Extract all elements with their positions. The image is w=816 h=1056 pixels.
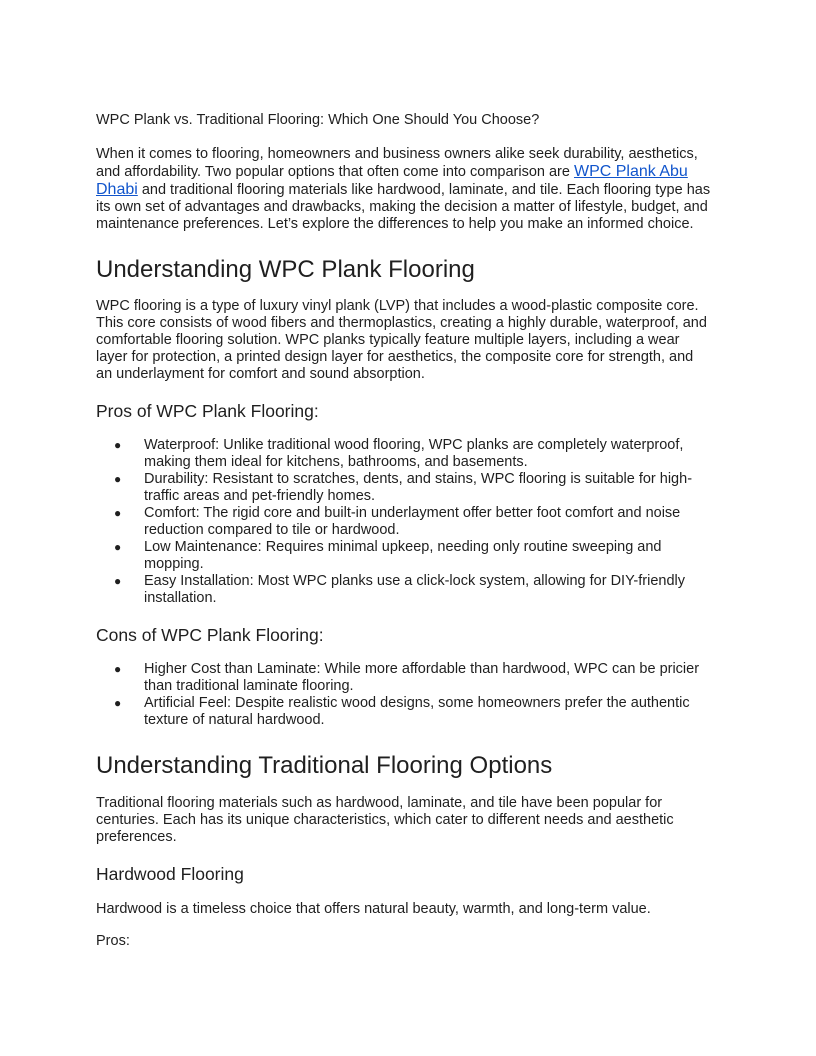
paragraph-line: an underlayment for comfort and sound absorption. — [96, 366, 425, 382]
list-item-line: than traditional laminate flooring. — [144, 678, 354, 694]
traditional-description-paragraph — [96, 795, 720, 846]
bullet-icon: ● — [114, 540, 122, 554]
intro-paragraph — [96, 146, 720, 233]
list-item — [96, 471, 692, 505]
bullet-icon: ● — [114, 472, 122, 486]
list-item — [96, 573, 692, 607]
paragraph-line: This core consists of wood fibers and thermoplastics, creating a highly durable, waterproof, and — [96, 315, 707, 331]
list-item-line: Artificial Feel: Despite realistic wood designs, some homeowners prefer the authentic — [144, 695, 690, 711]
paragraph-line: Traditional flooring materials such as hardwood, laminate, and tile have been popular for — [96, 795, 663, 811]
list-item-line: Low Maintenance: Requires minimal upkeep, needing only routine sweeping and — [144, 539, 662, 555]
bullet-icon: ● — [114, 662, 122, 676]
pros-label — [96, 933, 720, 950]
paragraph-line: centuries. Each has its unique characteristics, which cater to different needs and aesthetic — [96, 812, 674, 828]
list-item — [96, 539, 692, 573]
paragraph-line: Pros: — [96, 933, 130, 949]
hardwood-paragraph — [96, 901, 720, 918]
list-item-line: Waterproof: Unlike traditional wood flooring, WPC planks are completely waterproof, — [144, 437, 684, 453]
list-item-line: texture of natural hardwood. — [144, 712, 325, 728]
list-item-line: mopping. — [144, 556, 204, 572]
list-item-line: making them ideal for kitchens, bathrooms, and basements. — [144, 454, 528, 470]
bullet-icon: ● — [114, 696, 122, 710]
cons-heading-wpc: Cons of WPC Plank Flooring: — [96, 625, 324, 645]
list-item-line: Higher Cost than Laminate: While more affordable than hardwood, WPC can be pricier — [144, 661, 700, 677]
paragraph-line: WPC flooring is a type of luxury vinyl plank (LVP) that includes a wood-plastic composite core. — [96, 298, 699, 314]
section-heading-traditional: Understanding Traditional Flooring Options — [96, 752, 553, 779]
intro-line: its own set of advantages and drawbacks, making the decision a matter of lifestyle, budget, and — [96, 199, 708, 215]
intro-line: maintenance preferences. Let’s explore the differences to help you make an informed choice. — [96, 216, 694, 232]
intro-line: When it comes to flooring, homeowners and business owners alike seek durability, aesthetics, — [96, 146, 698, 162]
list-item — [96, 437, 692, 471]
intro-text: and affordability. Two popular options that often come into comparison are — [96, 164, 574, 180]
paragraph-line: layer for protection, a printed design layer for aesthetics, the composite core for strength, and — [96, 349, 694, 365]
bullet-icon: ● — [114, 506, 122, 520]
pros-heading-wpc: Pros of WPC Plank Flooring: — [96, 401, 319, 421]
cons-list-wpc — [96, 661, 699, 729]
document-title: WPC Plank vs. Traditional Flooring: Which One Should You Choose? — [96, 112, 540, 128]
intro-line — [96, 163, 720, 181]
list-item — [96, 661, 699, 695]
list-item-line: traffic areas and pet-friendly homes. — [144, 488, 376, 504]
pros-list-wpc — [96, 437, 692, 607]
paragraph-line: Hardwood is a timeless choice that offers natural beauty, warmth, and long-term value. — [96, 901, 651, 917]
intro-text: and traditional flooring materials like hardwood, laminate, and tile. Each flooring type has — [137, 182, 711, 198]
wpc-plank-abu-dhabi-link[interactable]: WPC Plank Abu — [573, 163, 688, 180]
list-item-line: reduction compared to tile or hardwood. — [144, 522, 400, 538]
intro-line — [96, 181, 720, 199]
wpc-plank-abu-dhabi-link-continued[interactable]: Dhabi — [96, 181, 138, 198]
hardwood-heading: Hardwood Flooring — [96, 864, 244, 884]
list-item — [96, 505, 692, 539]
list-item-line: Easy Installation: Most WPC planks use a click-lock system, allowing for DIY-friendly — [144, 573, 685, 589]
list-item-line: Durability: Resistant to scratches, dents, and stains, WPC flooring is suitable for high- — [144, 471, 693, 487]
bullet-icon: ● — [114, 438, 122, 452]
bullet-icon: ● — [114, 574, 122, 588]
wpc-description-paragraph — [96, 298, 720, 383]
paragraph-line: comfortable flooring solution. WPC planks typically feature multiple layers, including a wear — [96, 332, 680, 348]
list-item-line: Comfort: The rigid core and built-in underlayment offer better foot comfort and noise — [144, 505, 681, 521]
list-item — [96, 695, 699, 729]
list-item-line: installation. — [144, 590, 217, 606]
paragraph-line: preferences. — [96, 829, 177, 845]
section-heading-wpc: Understanding WPC Plank Flooring — [96, 256, 475, 283]
